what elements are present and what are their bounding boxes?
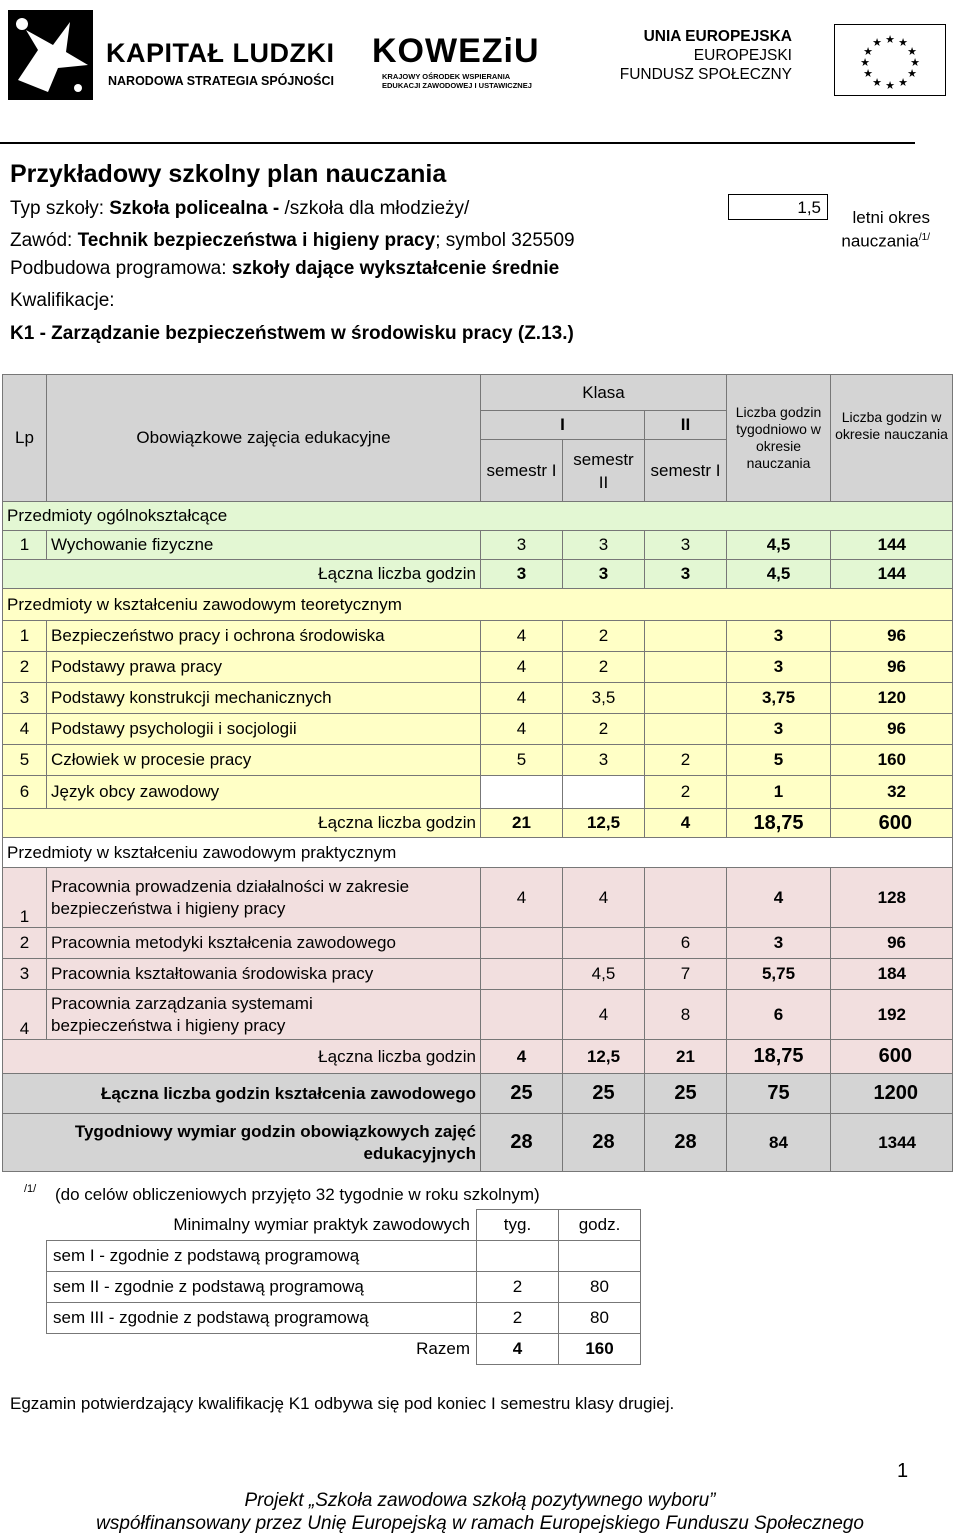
row-sem2: 2 [563,714,645,745]
section-theory-title: Przedmioty w kształceniu zawodowym teoretycznym [3,589,953,621]
row-subject-line1: Pracownia zarządzania systemami [51,993,313,1013]
practice-header-tyg: tyg. [477,1210,559,1241]
row-total: 96 [831,621,953,652]
table-row [3,776,953,809]
weekly-total-total: 1344 [831,1114,953,1172]
profession-label: Zawód: [10,230,78,251]
practice-row-godz: 80 [559,1303,641,1334]
kapital-ludzki-title: KAPITAŁ LUDZKI [106,38,335,68]
row-weekly: 1 [727,776,831,809]
row-sem3 [645,714,727,745]
practice-row [47,1241,641,1272]
project-footer [0,1489,960,1535]
row-subject: Podstawy prawa pracy [47,652,481,683]
sum-sem1: 4 [481,1040,563,1074]
sum-weekly: 4,5 [727,560,831,589]
row-subject: Pracownia metodyki kształcenia zawodowego [47,928,481,959]
practice-header-godz: godz. [559,1210,641,1241]
weekly-total-weekly: 84 [727,1114,831,1172]
eu-logo-line3: FUNDUSZ SPOŁECZNY [619,66,792,83]
sum-weekly: 18,75 [727,1040,831,1074]
sum-label: Łączna liczba godzin [3,560,481,589]
vocational-total-total: 1200 [831,1074,953,1114]
svg-text:★: ★ [863,45,873,58]
weekly-total-sem3: 28 [645,1114,727,1172]
row-weekly: 6 [727,990,831,1040]
header-subject: Obowiązkowe zajęcia edukacyjne [47,375,481,502]
school-type-label: Typ szkoły: [10,198,110,219]
row-sem1: 4 [481,714,563,745]
eu-logo-line1: UNIA EUROPEJSKA [643,28,792,45]
section-practice-sum-row [3,1040,953,1074]
footnote-mark: /1/ [24,1183,37,1195]
school-type-line [10,198,469,220]
header-lp: Lp [3,375,47,502]
row-sem1: 4 [481,868,563,928]
section-general-sum-row [3,560,953,589]
practice-sum-godz: 160 [559,1334,641,1365]
svg-text:★: ★ [872,36,882,49]
profession-value: Technik bezpieczeństwa i higieny pracy [77,230,436,251]
row-sem1 [481,776,563,809]
row-subject [47,990,481,1040]
row-total: 96 [831,652,953,683]
practice-header-row [47,1210,641,1241]
row-total: 96 [831,714,953,745]
vocational-total-sem1: 25 [481,1074,563,1114]
row-lp: 3 [3,683,47,714]
koweziu-logo [372,14,567,94]
row-total: 192 [831,990,953,1040]
row-weekly: 5,75 [727,959,831,990]
row-sem3: 2 [645,745,727,776]
practice-row-tyg [477,1241,559,1272]
row-subject: Podstawy konstrukcji mechanicznych [47,683,481,714]
row-sem2: 2 [563,652,645,683]
practice-header-label: Minimalny wymiar praktyk zawodowych [47,1210,477,1241]
header-row-1 [3,375,953,411]
header-semester-3: semestr I [645,440,727,502]
kapital-ludzki-logo [8,10,338,100]
exam-note: Egzamin potwierdzający kwalifikację K1 odbywa się pod koniec I semestru klasy drugiej. [10,1394,675,1413]
row-sem3 [645,868,727,928]
section-general-title: Przedmioty ogólnokształcące [3,502,953,531]
sum-sem1: 3 [481,560,563,589]
header-klasa: Klasa [481,375,727,411]
section-practice-row [3,838,953,868]
row-total: 32 [831,776,953,809]
table-row [3,928,953,959]
row-sem2: 4 [563,868,645,928]
summer-period-value: 1,5 [728,194,828,220]
row-sem1 [481,928,563,959]
eu-logo [614,24,954,98]
practice-sum-label: Razem [47,1334,477,1365]
sum-sem3: 3 [645,560,727,589]
document-title: Przykładowy szkolny plan nauczania [10,160,447,188]
practice-row [47,1272,641,1303]
sum-sem2: 12,5 [563,809,645,838]
row-total: 120 [831,683,953,714]
row-total: 184 [831,959,953,990]
page-number: 1 [897,1460,909,1482]
row-lp: 4 [3,714,47,745]
table-row [3,990,953,1040]
project-footer-line1: Projekt „Szkoła zawodowa szkołą pozytywnego wyboru” [244,1490,716,1511]
practice-sum-tyg: 4 [477,1334,559,1365]
koweziu-subtitle-line1: KRAJOWY OŚRODEK WSPIERANIA [382,72,511,81]
row-sem2: 3,5 [563,683,645,714]
weekly-total-sem1: 28 [481,1114,563,1172]
footnote-text: (do celów obliczeniowych przyjęto 32 tygodnie w roku szkolnym) [55,1185,540,1204]
row-sem2 [563,776,645,809]
kapital-ludzki-subtitle: NARODOWA STRATEGIA SPÓJNOŚCI [108,74,334,88]
kapital-ludzki-mark-icon [8,10,93,100]
svg-text:★: ★ [907,45,917,58]
header-semester-1: semestr I [481,440,563,502]
section-theory-row [3,589,953,621]
practice-row-tyg: 2 [477,1272,559,1303]
svg-text:★: ★ [885,79,895,92]
row-sem1 [481,990,563,1040]
table-row [3,745,953,776]
practice-row-tyg: 2 [477,1303,559,1334]
weekly-total-label-line1: Tygodniowy wymiar godzin obowiązkowych zajęć [74,1121,476,1141]
summer-period-label [838,208,930,252]
eu-logo-line2: EUROPEJSKI [693,47,792,64]
sum-sem3: 4 [645,809,727,838]
row-weekly: 3 [727,621,831,652]
sum-total: 600 [831,809,953,838]
table-row [3,959,953,990]
svg-text:★: ★ [907,67,917,80]
sum-sem1: 21 [481,809,563,838]
row-lp: 1 [3,531,47,560]
row-lp: 2 [3,652,47,683]
section-theory-sum-row [3,809,953,838]
practice-row-label: sem I - zgodnie z podstawą programową [47,1241,477,1272]
vocational-total-row [3,1074,953,1114]
sum-weekly: 18,75 [727,809,831,838]
sum-sem3: 21 [645,1040,727,1074]
eu-flag-icon [834,24,946,96]
row-sem2: 2 [563,621,645,652]
koweziu-subtitle [382,72,532,90]
row-total: 144 [831,531,953,560]
row-subject-line1: Pracownia prowadzenia działalności w zakresie [51,876,410,896]
row-subject: Wychowanie fizyczne [47,531,481,560]
header-total-hours: Liczba godzin w okresie nauczania [831,375,953,502]
row-lp: 1 [3,621,47,652]
qualification-k1: K1 - Zarządzanie bezpieczeństwem w środowisku pracy (Z.13.) [10,323,574,344]
row-lp: 2 [3,928,47,959]
project-footer-line2: współfinansowany przez Unię Europejską w ramach Europejskiego Funduszu Społecznego [96,1513,864,1534]
vocational-total-label: Łączna liczba godzin kształcenia zawodowego [3,1074,481,1114]
row-sem2: 3 [563,745,645,776]
row-lp: 6 [3,776,47,809]
svg-text:★: ★ [860,56,870,69]
row-sem3 [645,621,727,652]
svg-text:★: ★ [898,76,908,89]
header-class-I: I [481,411,645,440]
table-row [3,531,953,560]
row-subject: Człowiek w procesie pracy [47,745,481,776]
row-weekly: 3 [727,652,831,683]
sum-total: 144 [831,560,953,589]
weekly-total-sem2: 28 [563,1114,645,1172]
svg-text:★: ★ [898,36,908,49]
school-type-value: Szkoła policealna - [109,198,285,219]
row-sem3: 2 [645,776,727,809]
koweziu-title: KOWEZiU [372,32,540,70]
weekly-total-row [3,1114,953,1172]
header-class-II: II [645,411,727,440]
sum-sem2: 3 [563,560,645,589]
sum-total: 600 [831,1040,953,1074]
svg-text:★: ★ [872,76,882,89]
row-sem1 [481,959,563,990]
row-subject-line2: bezpieczeństwa i higieny pracy [51,1015,286,1035]
row-lp: 5 [3,745,47,776]
weekly-total-label [3,1114,481,1172]
sum-label: Łączna liczba godzin [3,1040,481,1074]
row-weekly: 3 [727,928,831,959]
weekly-total-label-line2: edukacyjnych [363,1143,476,1163]
practice-sum-row [47,1334,641,1365]
practice-row [47,1303,641,1334]
table-row [3,683,953,714]
table-row [3,868,953,928]
school-type-rest: /szkoła dla młodzieży/ [284,198,470,219]
row-sem3 [645,683,727,714]
row-sem1: 3 [481,531,563,560]
row-sem3: 6 [645,928,727,959]
row-lp: 3 [3,959,47,990]
row-sem2: 4,5 [563,959,645,990]
row-weekly: 3,75 [727,683,831,714]
summer-period-label-line2 [838,228,930,252]
table-row [3,652,953,683]
practice-row-label: sem III - zgodnie z podstawą programową [47,1303,477,1334]
row-weekly: 4 [727,868,831,928]
header-divider [0,142,915,144]
row-sem1: 5 [481,745,563,776]
row-weekly: 4,5 [727,531,831,560]
table-row [3,621,953,652]
koweziu-subtitle-line2: EDUKACJI ZAWODOWEJ I USTAWICZNEJ [382,81,532,90]
teaching-plan-table [2,374,953,1172]
summer-period-label-line1: letni okres [852,208,930,227]
header-weekly-hours: Liczba godzin tygodniowo w okresie nauczania [727,375,831,502]
row-weekly: 3 [727,714,831,745]
vocational-total-sem3: 25 [645,1074,727,1114]
foundation-value: szkoły dające wykształcenie średnie [231,258,560,279]
row-sem1: 4 [481,652,563,683]
row-sem3: 8 [645,990,727,1040]
practice-row-label: sem II - zgodnie z podstawą programową [47,1272,477,1303]
svg-text:★: ★ [863,67,873,80]
row-lp: 4 [3,990,47,1040]
row-subject: Bezpieczeństwo pracy i ochrona środowiska [47,621,481,652]
section-general-row [3,502,953,531]
header-semester-2: semestr II [563,440,645,502]
table-row [3,714,953,745]
row-sem2 [563,928,645,959]
row-sem2: 3 [563,531,645,560]
foundation-line [10,258,559,280]
row-subject [47,868,481,928]
svg-text:★: ★ [910,56,920,69]
row-subject-line2: bezpieczeństwa i higieny pracy [51,898,286,918]
vocational-total-sem2: 25 [563,1074,645,1114]
foundation-label: Podbudowa programowa: [10,258,232,279]
row-subject: Pracownia kształtowania środowiska pracy [47,959,481,990]
vocational-total-weekly: 75 [727,1074,831,1114]
row-subject: Język obcy zawodowy [47,776,481,809]
row-sem2: 4 [563,990,645,1040]
profession-line [10,230,575,252]
row-sem3 [645,652,727,683]
row-sem3: 3 [645,531,727,560]
row-sem1: 4 [481,683,563,714]
qualifications-label: Kwalifikacje: [10,290,115,311]
svg-text:★: ★ [885,33,895,46]
footnote-ref: /1/ [918,232,930,243]
row-subject: Podstawy psychologii i socjologii [47,714,481,745]
row-total: 160 [831,745,953,776]
sum-sem2: 12,5 [563,1040,645,1074]
row-lp: 1 [3,868,47,928]
practice-row-godz: 80 [559,1272,641,1303]
section-practice-title: Przedmioty w kształceniu zawodowym praktycznym [3,838,953,868]
practice-table [46,1209,641,1365]
summer-period-label-text: nauczania [841,231,919,251]
practice-row-godz [559,1241,641,1272]
sum-label: Łączna liczba godzin [3,809,481,838]
row-total: 128 [831,868,953,928]
row-weekly: 5 [727,745,831,776]
profession-rest: ; symbol 325509 [435,230,575,251]
row-sem1: 4 [481,621,563,652]
row-sem3: 7 [645,959,727,990]
row-total: 96 [831,928,953,959]
